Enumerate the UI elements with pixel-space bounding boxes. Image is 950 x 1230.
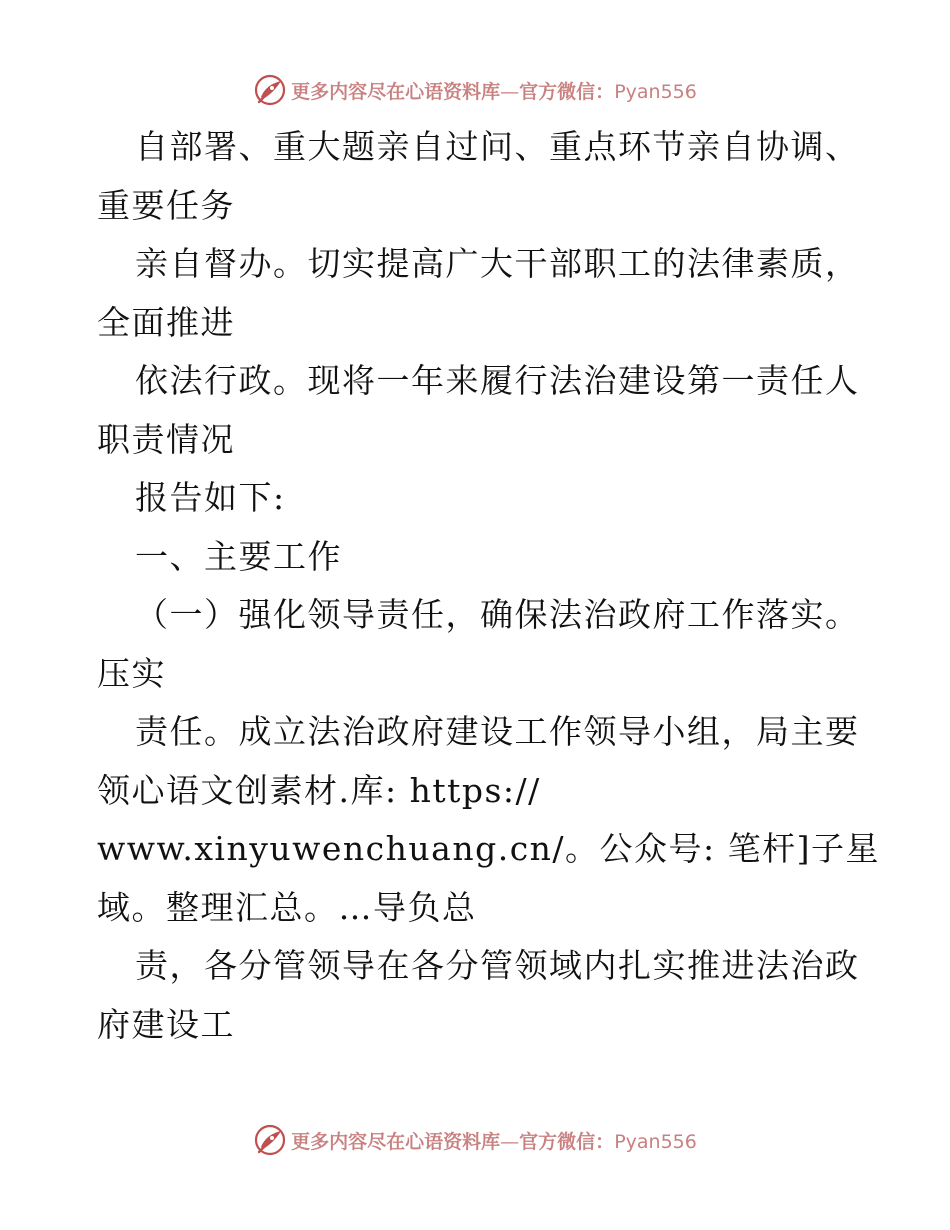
text-line: www.xinyuwenchuang.cn/。公众号: 笔杆]子星: [97, 829, 881, 868]
subsection-heading: （一）强化领导责任，确保法治政府工作落实。: [135, 595, 860, 634]
footer-banner: [0, 1120, 950, 1160]
section-heading: 一、主要工作: [135, 536, 342, 576]
text-line: 自部署、重大题亲自过问、重点环节亲自协调、: [135, 127, 860, 166]
text-line: 责，各分管领导在各分管领域内扎实推进法治政: [135, 946, 860, 985]
text-line: 责任。成立法治政府建设工作领导小组，局主要: [135, 712, 860, 751]
text-line: 亲自督办。切实提高广大干部职工的法律素质，: [135, 244, 860, 283]
text-line: 领心语文创素材.库: https://: [97, 770, 541, 810]
footer-banner-text: [291, 1127, 697, 1154]
footer-wechat-label: 官方微信：: [519, 1130, 615, 1153]
pen-nib-seal-icon: [253, 73, 287, 107]
text-line: 全面推进: [97, 302, 235, 342]
text-line: 压实: [97, 653, 166, 693]
footer-site-text: 更多内容尽在心语资料库: [291, 1130, 501, 1153]
pen-nib-seal-icon: [253, 1123, 287, 1157]
text-line: 依法行政。现将一年来履行法治建设第一责任人: [135, 361, 860, 400]
header-wechat-label: 官方微信：: [519, 80, 615, 103]
text-line: 报告如下:: [135, 478, 286, 517]
footer-wechat-id: Pyan556: [614, 1130, 697, 1153]
document-body: [97, 118, 881, 1054]
header-banner: [0, 70, 950, 110]
text-line: 府建设工: [97, 1004, 235, 1044]
header-banner-text: [291, 77, 697, 104]
header-site-text: 更多内容尽在心语资料库: [291, 80, 501, 103]
text-line: 职责情况: [97, 419, 235, 459]
header-wechat-id: Pyan556: [614, 80, 697, 103]
text-line: 重要任务: [97, 185, 235, 225]
footer-separator: —: [500, 1130, 520, 1153]
header-separator: —: [500, 80, 520, 103]
text-line: 域。整理汇总。…导负总: [97, 887, 477, 927]
